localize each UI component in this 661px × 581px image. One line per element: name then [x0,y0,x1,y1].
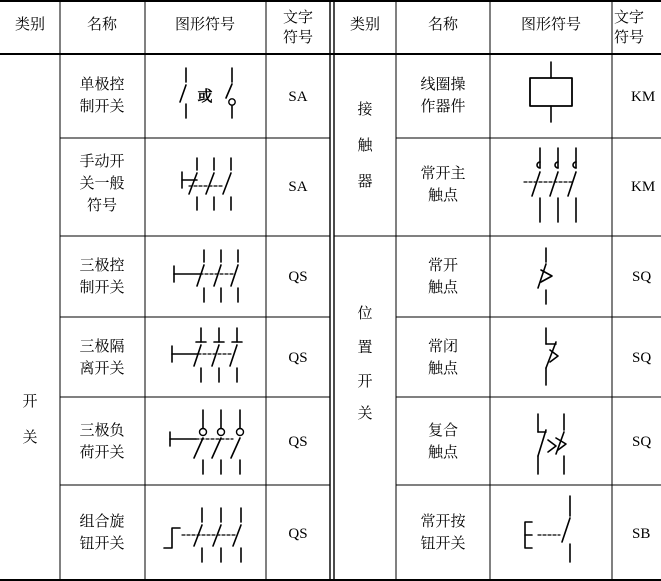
left-row6-name-l2: 钮开关 [79,534,125,552]
right-row5-name-l2: 触点 [427,443,459,461]
right-row2-code: KM [631,179,656,195]
left-row4-code: QS [288,350,308,366]
combination-rotary-switch-icon [164,508,241,562]
left-row1-name-l1: 单极控 [79,75,125,93]
limit-switch-no-contact-icon [538,248,552,304]
category-switch-char2: 关 [22,428,38,446]
category-switch-char1: 开 [22,392,38,410]
left-row6-code: QS [288,526,308,542]
category-position-char4: 关 [357,404,373,422]
single-pole-switch-icon [180,68,235,118]
limit-switch-compound-contact-icon [538,414,566,474]
category-contactor-char1: 接 [357,100,373,118]
right-row5-code: SQ [632,434,652,450]
right-row2-name-l2: 触点 [427,186,459,204]
right-names [420,75,466,552]
header-code-right-line2: 符号 [614,28,645,46]
category-position-char3: 开 [357,372,373,390]
left-codes [288,89,307,542]
right-row4-code: SQ [632,350,652,366]
category-position-char2: 置 [357,338,373,356]
manual-switch-icon [182,158,231,210]
normally-open-main-contact-icon [524,148,576,222]
coil-icon [530,62,572,122]
three-pole-load-switch-icon [170,410,244,474]
left-row3-code: QS [288,269,308,285]
left-row4-name-l1: 三极隔 [79,337,125,355]
left-row1-name-l2: 制开关 [79,97,125,115]
right-row1-code: KM [631,89,656,105]
header-symbol-right: 图形符号 [520,15,582,33]
three-pole-isolating-switch-icon [172,328,242,382]
header-symbol-left: 图形符号 [174,15,236,33]
right-row6-code: SB [632,526,651,542]
left-row3-name-l1: 三极控 [79,256,125,274]
left-row2-name-l1: 手动开 [79,152,125,170]
right-row1-name-l2: 作器件 [420,97,466,115]
left-row2-code: SA [288,179,308,195]
left-row6-name-l1: 组合旋 [79,512,125,530]
header-name-left: 名称 [86,15,118,33]
category-contactor-char3: 器 [357,172,373,190]
right-row3-name-l1: 常开 [427,256,459,274]
three-pole-control-switch-icon [174,250,238,302]
right-row6-name-l1: 常开按 [420,512,466,530]
right-row2-name-l1: 常开主 [420,164,466,182]
right-row6-name-l2: 钮开关 [420,534,466,552]
right-row4-name-l2: 触点 [427,359,459,377]
category-contactor-char2: 触 [357,136,373,154]
header-category-right: 类别 [349,15,381,33]
right-categories [357,100,373,422]
left-row5-code: QS [288,434,308,450]
left-row3-name-l2: 制开关 [79,278,125,296]
left-row5-name-l2: 荷开关 [79,443,125,461]
left-row2-name-l3: 符号 [86,196,118,214]
right-row1-name-l1: 线圈操 [420,75,466,93]
push-button-no-icon [525,496,570,562]
right-row4-name-l1: 常闭 [427,337,459,355]
header-code-right-line1: 文字 [614,8,645,26]
left-names [79,75,124,552]
right-row3-name-l2: 触点 [427,278,459,296]
right-codes [631,89,655,542]
header-name-right: 名称 [427,15,459,33]
header-code-left-line2: 符号 [282,28,314,46]
header-category-left: 类别 [14,15,46,33]
or-label: 或 [197,87,213,105]
left-row1-code: SA [288,89,308,105]
header-code-left-line1: 文字 [282,8,314,26]
left-row4-name-l2: 离开关 [79,359,125,377]
left-row2-name-l2: 关一般 [79,174,125,192]
right-row3-code: SQ [632,269,652,285]
right-row5-name-l1: 复合 [427,421,459,439]
left-row5-name-l1: 三极负 [79,421,125,439]
left-category [22,392,37,446]
category-position-char1: 位 [357,304,373,322]
limit-switch-nc-contact-icon [546,328,558,385]
